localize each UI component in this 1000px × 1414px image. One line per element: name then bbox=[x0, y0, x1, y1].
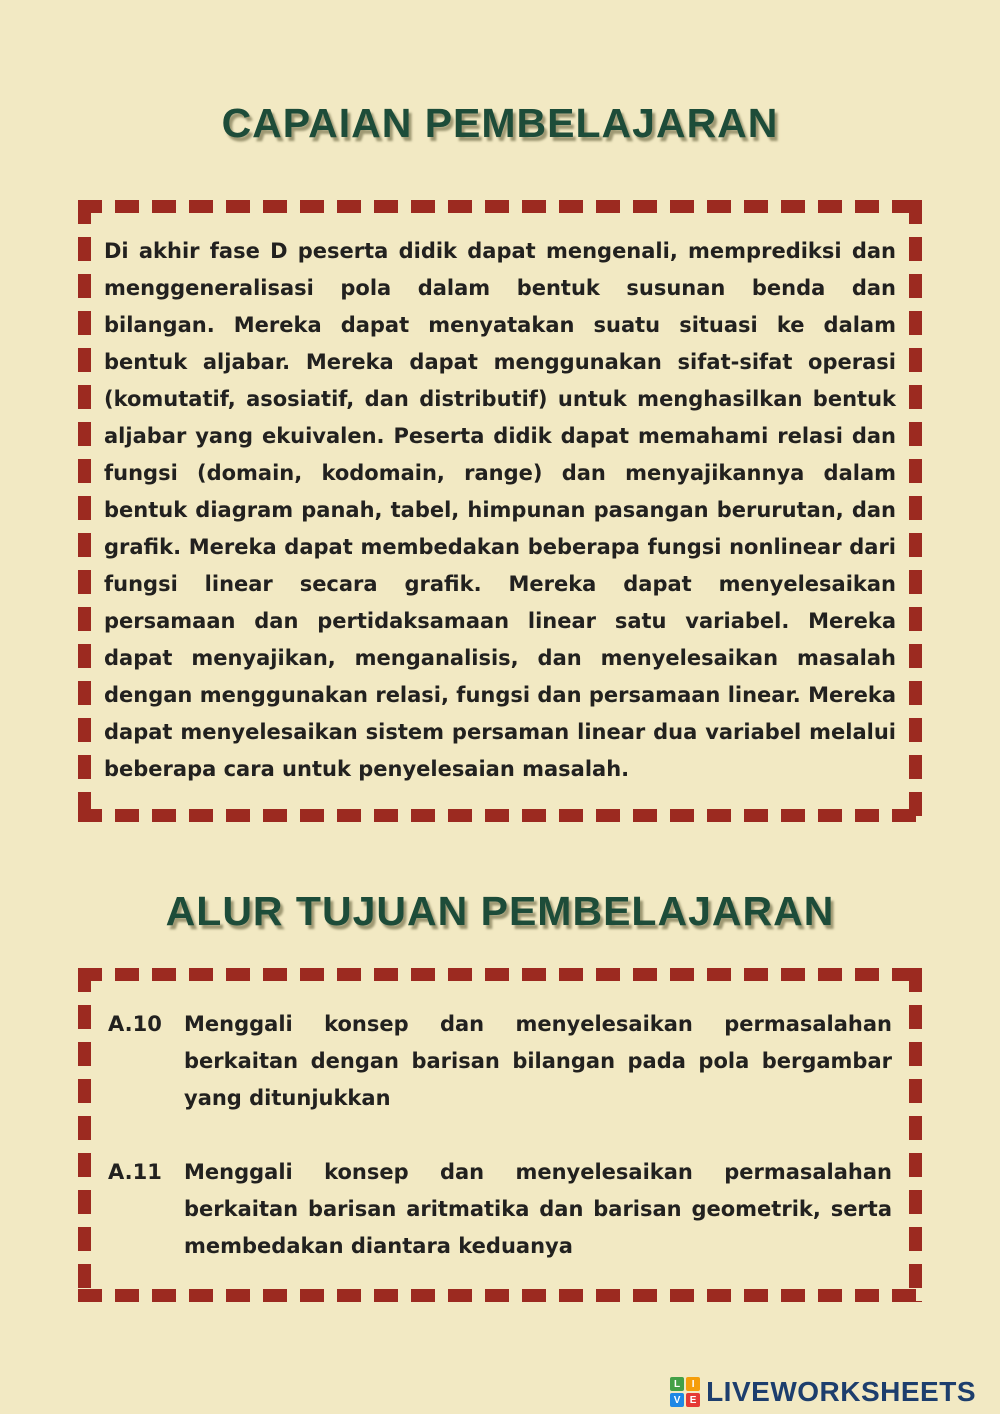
atp-section-title: ALUR TUJUAN PEMBELAJARAN bbox=[165, 888, 835, 934]
logo-letter-i: I bbox=[686, 1377, 700, 1391]
logo-letter-l: L bbox=[670, 1377, 684, 1391]
atp-item-text: Menggali konsep dan menyelesaikan permasalahan berkaitan barisan aritmatika dan barisan geometrik, serta membedakan diantara keduanya bbox=[184, 1160, 892, 1258]
dashed-border-right bbox=[909, 200, 922, 822]
atp-box bbox=[78, 968, 922, 1302]
dashed-border-bottom bbox=[78, 1289, 922, 1302]
capaian-section-title: CAPAIAN PEMBELAJARAN bbox=[221, 100, 779, 146]
atp-item-code: A.11 bbox=[108, 1160, 162, 1184]
dashed-border-bottom bbox=[78, 809, 922, 822]
logo-letter-v: V bbox=[670, 1393, 684, 1407]
dashed-border-top bbox=[78, 200, 922, 213]
capaian-box bbox=[78, 200, 922, 822]
atp-item bbox=[108, 1006, 892, 1117]
dashed-border-top bbox=[78, 968, 922, 981]
atp-item-text: Menggali konsep dan menyelesaikan permasalahan berkaitan dengan barisan bilangan pada pola bergambar yang ditunjukkan bbox=[184, 1012, 892, 1110]
dashed-border-left bbox=[78, 200, 91, 822]
dashed-border-right bbox=[909, 968, 922, 1302]
atp-item bbox=[108, 1154, 892, 1265]
liveworksheets-icon bbox=[670, 1377, 700, 1407]
capaian-paragraph: Di akhir fase D peserta didik dapat mengenali, memprediksi dan menggeneralisasi pola dalam bentuk susunan benda dan bilangan. Mereka dapat menyatakan suatu situasi ke dalam bentuk aljabar. Mereka dapat menggunakan sifat-sifat operasi (komutatif, asosiatif, dan distributif) untuk menghasilkan bentuk aljabar yang ekuivalen. Peserta didik dapat memahami relasi dan fungsi (domain, kodomain, range) dan menyajikannya dalam bentuk diagram panah, tabel, himpunan pasangan berurutan, dan grafik. Mereka dapat membedakan beberapa fungsi nonlinear dari fungsi linear secara grafik. Mereka dapat menyelesaikan persamaan dan pertidaksamaan linear satu variabel. Mereka dapat menyajikan, menganalisis, dan menyelesaikan masalah dengan menggunakan relasi, fungsi dan persamaan linear. Mereka dapat menyelesaikan sistem persaman linear dua variabel melalui beberapa cara untuk penyelesaian masalah. bbox=[104, 239, 896, 781]
atp-item-code: A.10 bbox=[108, 1012, 162, 1036]
liveworksheets-logo[interactable] bbox=[670, 1376, 976, 1408]
dashed-border-left bbox=[78, 968, 91, 1302]
logo-letter-e: E bbox=[686, 1393, 700, 1407]
liveworksheets-brand-text: LIVEWORKSHEETS bbox=[706, 1376, 976, 1407]
